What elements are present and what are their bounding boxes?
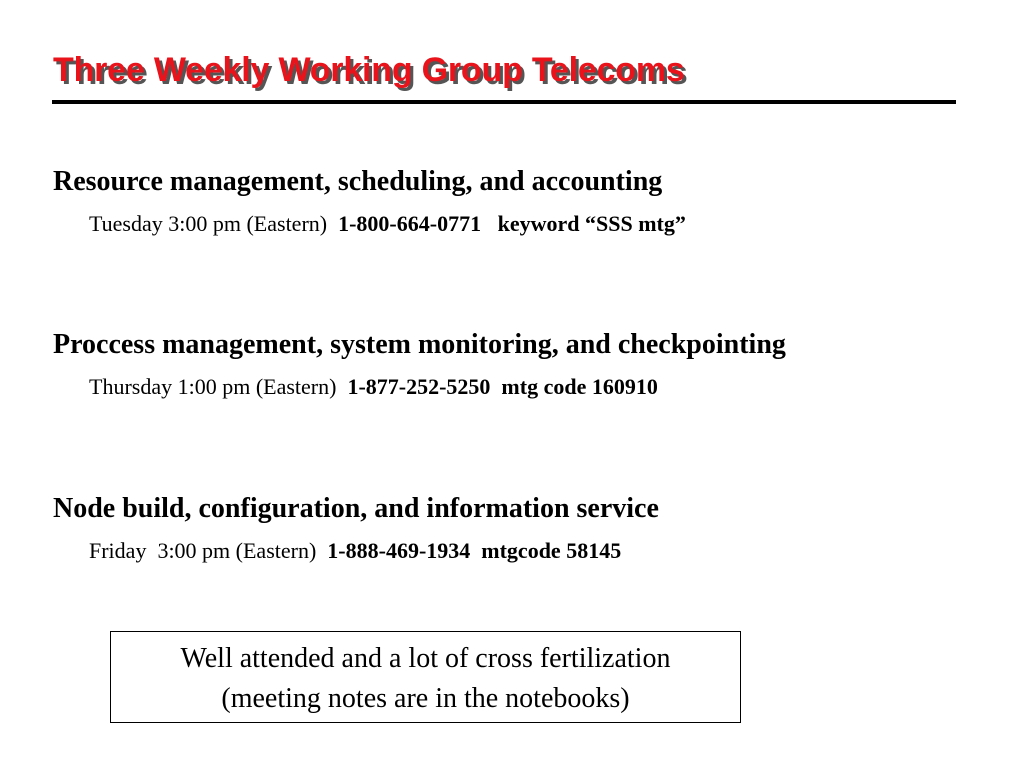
schedule-text: Thursday 1:00 pm (Eastern) <box>89 374 337 399</box>
slide-title: Three Weekly Working Group Telecoms <box>53 51 685 89</box>
group-detail <box>89 210 973 238</box>
note-line-2: (meeting notes are in the notebooks) <box>221 683 630 714</box>
group-heading: Node build, configuration, and information service <box>53 493 659 524</box>
meeting-code: mtgcode 58145 <box>481 538 622 563</box>
meeting-code: mtg code 160910 <box>501 374 658 399</box>
schedule-text: Friday 3:00 pm (Eastern) <box>89 538 317 563</box>
phone-number: 1-800-664-0771 <box>338 211 482 236</box>
schedule-text: Tuesday 3:00 pm (Eastern) <box>89 211 328 236</box>
group-resource-management <box>53 164 973 238</box>
meeting-code: keyword “SSS mtg” <box>497 211 686 236</box>
group-heading: Resource management, scheduling, and accounting <box>53 166 663 197</box>
title-underline <box>52 100 956 104</box>
group-heading: Proccess management, system monitoring, and checkpointing <box>53 329 786 360</box>
phone-number: 1-877-252-5250 <box>347 374 491 399</box>
note-line-1: Well attended and a lot of cross fertilization <box>180 643 671 674</box>
group-detail <box>89 537 973 565</box>
phone-number: 1-888-469-1934 <box>327 538 471 563</box>
group-detail <box>89 373 973 401</box>
group-process-management <box>53 327 973 401</box>
group-node-build <box>53 491 973 565</box>
note-box <box>110 631 741 723</box>
